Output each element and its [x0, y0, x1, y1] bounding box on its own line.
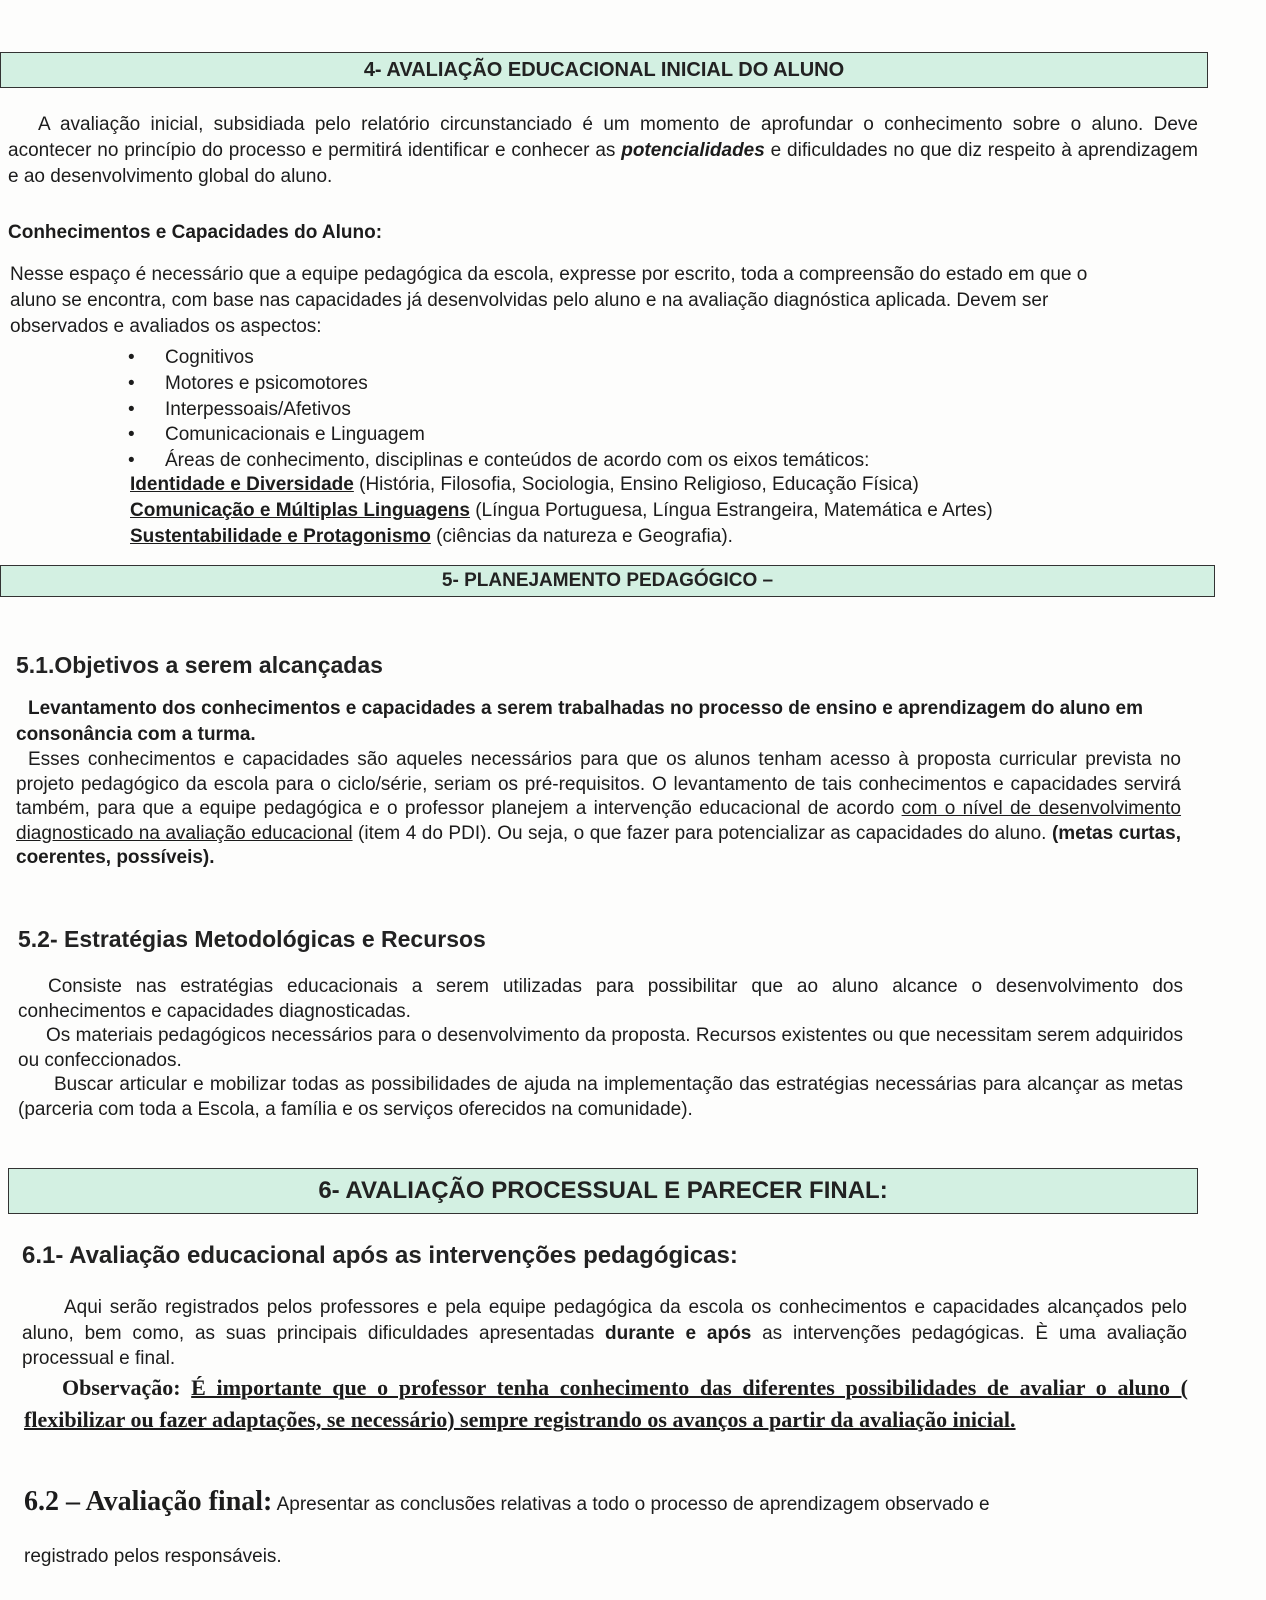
- axis-item: Comunicação e Múltiplas Linguagens (Língua Portuguesa, Língua Estrangeira, Matemática e Artes): [130, 500, 993, 521]
- axis-item: Identidade e Diversidade (História, Filosofia, Sociologia, Ensino Religioso, Educação Física): [130, 474, 919, 495]
- section-6-1-heading: 6.1- Avaliação educacional após as intervenções pedagógicas:: [22, 1242, 738, 1269]
- section-4-title: 4- AVALIAÇÃO EDUCACIONAL INICIAL DO ALUNO: [363, 58, 845, 81]
- section-5-2-heading: 5.2- Estratégias Metodológicas e Recursos: [18, 926, 486, 952]
- section-6-2-heading: 6.2 – Avaliação final:: [24, 1486, 273, 1517]
- section-4-intro: A avaliação inicial, subsidiada pelo relatório circunstanciado é um momento de aprofundar o conhecimento sobre o aluno. Deve acontecer no princípio do processo e permitirá identificar e conhecer as potencialidades e dificuldades no que diz respeito à aprendizagem e ao desenvolvimento global do aluno.: [8, 114, 1198, 187]
- section-5-header: [0, 565, 1215, 597]
- paragraph: Buscar articular e mobilizar todas as possibilidades de ajuda na implementação das estratégias necessárias para alcançar as metas (parceria com toda a Escola, a família e os serviços oferecidos na comunidade).: [18, 1074, 1183, 1120]
- section-6-header: [8, 1168, 1198, 1214]
- section-5-1-bold-intro: Levantamento dos conhecimentos e capacidades a serem trabalhadas no processo de ensino e aprendizagem do aluno em consonância com a turma.: [16, 698, 1144, 745]
- list-item: • Cognitivos: [128, 345, 869, 371]
- list-item: • Áreas de conhecimento, disciplinas e conteúdos de acordo com os eixos temáticos:: [128, 448, 869, 474]
- section-6-title: 6- AVALIAÇÃO PROCESSUAL E PARECER FINAL:: [318, 1177, 888, 1204]
- list-item: • Comunicacionais e Linguagem: [128, 422, 869, 448]
- capacities-subheading: Conhecimentos e Capacidades do Aluno:: [8, 222, 383, 243]
- aspects-list: [128, 345, 869, 474]
- section-5-2-paragraphs: [18, 975, 1183, 1122]
- emphasis-potencialidades: potencialidades: [621, 140, 765, 161]
- observation-text: É importante que o professor tenha conhecimento das diferentes possibilidades de avaliar o aluno ( flexibilizar ou fazer adaptações, se necessário) sempre registrando os avanços a partir da avaliação inicial.: [24, 1375, 1188, 1432]
- paragraph: Consiste nas estratégias educacionais a serem utilizadas para possibilitar que ao aluno alcance o desenvolvimento dos conhecimentos e capacidades diagnosticadas.: [18, 976, 1183, 1022]
- capacities-paragraph: Nesse espaço é necessário que a equipe pedagógica da escola, expresse por escrito, toda a compreensão do estado em que o aluno se encontra, com base nas capacidades já desenvolvidas pelo aluno e na avaliação diagnóstica aplicada. Devem ser observados e avaliados os aspectos:: [10, 264, 1088, 337]
- section-5-1-paragraph: Esses conhecimentos e capacidades são aqueles necessários para que os alunos tenham acesso à proposta curricular prevista no projeto pedagógico da escola para o ciclo/série, seriam os pré-requisitos. O levantamento de tais conhecimentos e capacidades servirá também, para que a equipe pedagógica e o professor planejem a intervenção educacional de acordo com o nível de desenvolvimento diagnosticado na avaliação educacional (item 4 do PDI). Ou seja, o que fazer para potencializar as capacidades do aluno. (metas curtas, coerentes, possíveis).: [16, 749, 1182, 868]
- observation-label: Observação:: [62, 1375, 192, 1400]
- section-4-header: [0, 52, 1208, 88]
- axis-item: Sustentabilidade e Protagonismo (ciências da natureza e Geografia).: [130, 526, 733, 547]
- thematic-axes: [130, 472, 993, 550]
- observation-note: [24, 1372, 1188, 1436]
- paragraph: Os materiais pedagógicos necessários para o desenvolvimento da proposta. Recursos existentes ou que necessitam serem adquiridos ou confeccionados.: [18, 1025, 1183, 1071]
- section-6-2: 6.2 – Avaliação final: Apresentar as conclusões relativas a todo o processo de aprendizagem observado e: [24, 1486, 990, 1517]
- section-6-2-continuation: registrado pelos responsáveis.: [24, 1546, 282, 1567]
- list-item: • Motores e psicomotores: [128, 371, 869, 397]
- section-5-1-heading: 5.1.Objetivos a serem alcançadas: [16, 652, 383, 678]
- list-item: • Interpessoais/Afetivos: [128, 397, 869, 423]
- section-6-1-paragraph: Aqui serão registrados pelos professores e pela equipe pedagógica da escola os conhecimentos e capacidades alcançados pelo aluno, bem como, as suas principais dificuldades apresentadas durante e após as intervenções pedagógicas. È uma avaliação processual e final.: [22, 1297, 1187, 1369]
- section-5-title: 5- PLANEJAMENTO PEDAGÓGICO –: [441, 570, 774, 591]
